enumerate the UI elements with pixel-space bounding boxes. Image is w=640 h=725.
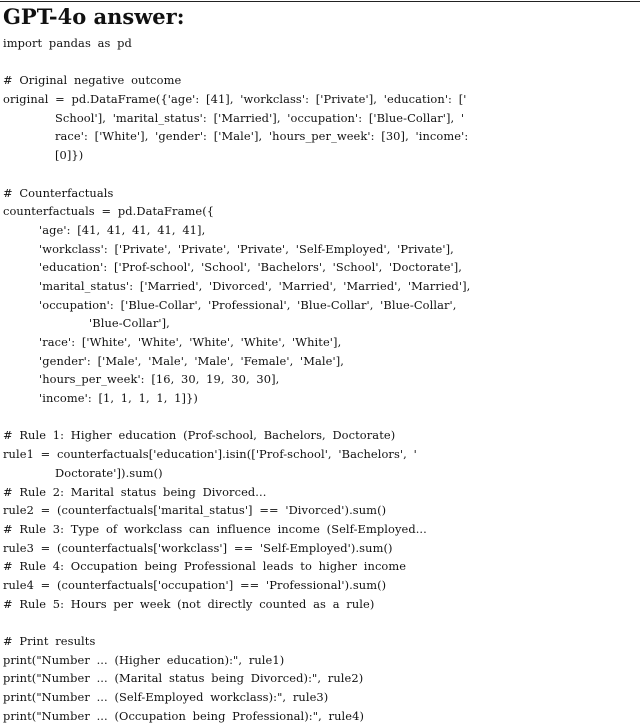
code-line: original = pd.DataFrame({'age': [41], 'workclass': ['Private'], 'education': ['	[3, 92, 467, 107]
code-line: print("Number ... (Occupation being Professional):", rule4)	[3, 708, 364, 723]
code-line: # Counterfactuals	[3, 185, 114, 200]
code-line: # Rule 1: Higher education (Prof-school, Bachelors, Doctorate)	[3, 428, 396, 443]
code-line: School'], 'marital_status': ['Married'], 'occupation': ['Blue-Collar'], '	[55, 110, 465, 125]
code-line: print("Number ... (Marital status being Divorced):", rule2)	[3, 671, 364, 686]
code-line: # Original negative outcome	[3, 73, 182, 88]
code-line: # Rule 4: Occupation being Professional leads to higher income	[3, 559, 407, 574]
code-line: rule4 = (counterfactuals['occupation'] == 'Professional').sum()	[3, 577, 387, 592]
code-line: 'education': ['Prof-school', 'School', 'Bachelors', 'School', 'Doctorate'],	[39, 260, 463, 275]
code-line	[3, 613, 637, 632]
code-line: import pandas as pd	[3, 36, 132, 50]
code-line: [0]})	[55, 148, 84, 163]
code-line: race': ['White'], 'gender': ['Male'], 'hours_per_week': [30], 'income':	[55, 129, 469, 144]
answer-heading: GPT-4o answer:	[3, 4, 185, 29]
code-line: # Rule 2: Marital status being Divorced...	[3, 484, 267, 499]
code-line: rule3 = (counterfactuals['workclass'] == 'Self-Employed').sum()	[3, 540, 393, 555]
code-line: # Print results	[3, 634, 96, 648]
code-line: 'income': [1, 1, 1, 1, 1]})	[39, 391, 198, 406]
code-line: 'marital_status': ['Married', 'Divorced', 'Married', 'Married', 'Married'],	[39, 278, 471, 293]
code-line: 'race': ['White', 'White', 'White', 'White', 'White'],	[39, 335, 342, 349]
code-line: 'workclass': ['Private', 'Private', 'Private', 'Self-Employed', 'Private'],	[39, 241, 454, 256]
code-line	[3, 53, 637, 72]
code-line: counterfactuals = pd.DataFrame({	[3, 204, 215, 219]
code-line: print("Number ... (Self-Employed workclass):", rule3)	[3, 690, 329, 705]
code-line	[3, 408, 637, 427]
top-rule	[0, 1, 640, 2]
code-line	[3, 165, 637, 184]
code-line: rule1 = counterfactuals['education'].isin(['Prof-school', 'Bachelors', '	[3, 447, 417, 462]
code-line: 'hours_per_week': [16, 30, 19, 30, 30],	[39, 372, 280, 387]
code-line: 'Blue-Collar'],	[89, 316, 170, 331]
code-line: 'age': [41, 41, 41, 41, 41],	[39, 222, 206, 237]
code-line: print("Number ... (Higher education):", rule1)	[3, 652, 285, 667]
code-line: 'occupation': ['Blue-Collar', 'Professional', 'Blue-Collar', 'Blue-Collar',	[39, 297, 457, 312]
code-line: 'gender': ['Male', 'Male', 'Male', 'Female', 'Male'],	[39, 353, 345, 368]
code-line: rule2 = (counterfactuals['marital_status'] == 'Divorced').sum()	[3, 503, 387, 518]
code-line: # Rule 5: Hours per week (not directly counted as a rule)	[3, 596, 375, 611]
code-line: # Rule 3: Type of workclass can influence income (Self-Employed...	[3, 521, 427, 536]
code-listing	[3, 34, 637, 725]
code-line: Doctorate']).sum()	[55, 465, 163, 480]
